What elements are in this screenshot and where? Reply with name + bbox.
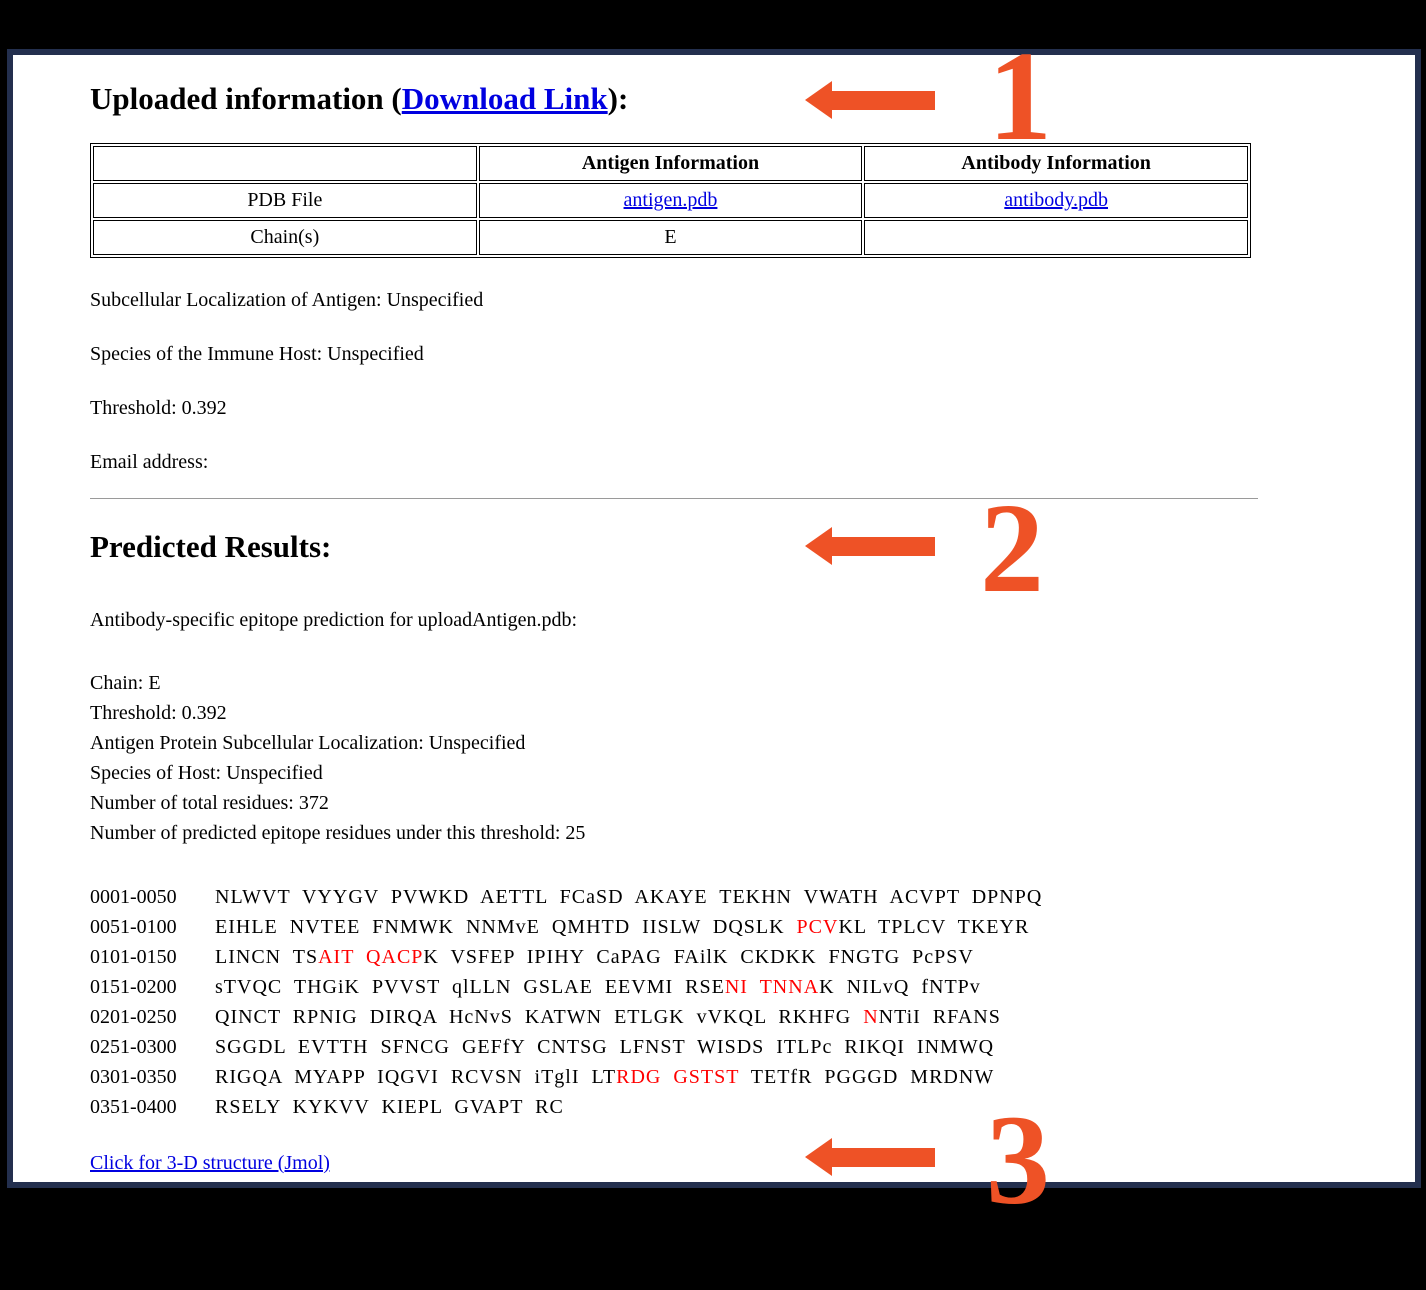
upload-info-table (90, 143, 1251, 258)
antibody-pdb-cell (864, 183, 1248, 218)
antigen-pdb-link[interactable]: antigen.pdb (623, 189, 718, 211)
residues: SGGDL EVTTH SFNCG GEFfY CNTSG LFNST WISDS ITLPc RIKQI INMWQ (215, 1036, 995, 1058)
arrow-shaft (829, 91, 935, 110)
detail-threshold: Threshold: 0.392 (90, 702, 227, 724)
subcellular-localization-line: Subcellular Localization of Antigen: Unspecified (90, 289, 484, 311)
sequence-line (90, 1062, 1258, 1092)
page-content (13, 55, 1258, 1175)
species-immune-host-line: Species of the Immune Host: Unspecified (90, 343, 424, 365)
residue-sequence (215, 1006, 1001, 1028)
residues: K VSFEP IPIHY CaPAG FAilK CKDKK FNGTG PcPSV (423, 946, 974, 968)
sequence-block (90, 882, 1258, 1122)
table-row-chains (93, 220, 1248, 255)
sequence-line (90, 942, 1258, 972)
antibody-pdb-link[interactable]: antibody.pdb (1004, 189, 1108, 211)
residue-range: 0051-0100 (90, 916, 177, 938)
residue-range: 0101-0150 (90, 946, 177, 968)
arrow-shaft (829, 537, 935, 556)
uploaded-information-heading (90, 81, 1258, 117)
threshold-line: Threshold: 0.392 (90, 397, 227, 419)
arrow-head (805, 527, 832, 565)
residue-sequence (215, 976, 981, 998)
residue-range: 0001-0050 (90, 886, 177, 908)
residue-range: 0301-0350 (90, 1066, 177, 1088)
pdb-file-label: PDB File (93, 183, 477, 218)
jmol-link-line (90, 1152, 1258, 1175)
sequence-line (90, 912, 1258, 942)
detail-chain: Chain: E (90, 672, 161, 694)
sequence-line (90, 972, 1258, 1002)
arrow-head (805, 1138, 832, 1176)
sequence-line (90, 1002, 1258, 1032)
detail-subcellular-localization: Antigen Protein Subcellular Localization: Unspecified (90, 732, 526, 754)
residue-sequence (215, 886, 1042, 908)
residues: TETfR PGGGD MRDNW (739, 1066, 995, 1088)
residue-sequence (215, 946, 974, 968)
prediction-intro-line: Antibody-specific epitope prediction for uploadAntigen.pdb: (90, 609, 578, 631)
residues: RIGQA MYAPP IQGVI RCVSN iTglI LT (215, 1066, 617, 1088)
annotation-number-3: 3 (986, 1089, 1050, 1231)
detail-epitope-residues: Number of predicted epitope residues under this threshold: 25 (90, 822, 586, 844)
residues: EIHLE NVTEE FNMWK NNMvE QMHTD IISLW DQSLK (215, 916, 797, 938)
residue-range: 0251-0300 (90, 1036, 177, 1058)
residues: K NILvQ fNTPv (819, 976, 981, 998)
table-row-pdb-file (93, 183, 1248, 218)
residues: KL TPLCV TKEYR (838, 916, 1030, 938)
epitope-residues: AIT QACP (318, 946, 424, 968)
arrow-left-icon-2 (805, 527, 935, 565)
residue-sequence (215, 916, 1029, 938)
section-divider (90, 498, 1258, 499)
antigen-pdb-cell (479, 183, 863, 218)
residues: NTiI RFANS (878, 1006, 1001, 1028)
residue-range: 0351-0400 (90, 1096, 177, 1118)
uploaded-heading-prefix: Uploaded information ( (90, 81, 402, 116)
arrow-head (805, 81, 832, 119)
uploaded-heading-suffix: ): (607, 81, 629, 116)
residue-sequence (215, 1096, 564, 1118)
email-address-line: Email address: (90, 451, 209, 473)
epitope-residues: NI TNNA (724, 976, 820, 998)
header-antigen-information: Antigen Information (479, 146, 863, 181)
chains-label: Chain(s) (93, 220, 477, 255)
annotation-number-2: 2 (980, 477, 1044, 619)
antigen-chain-value: E (479, 220, 863, 255)
annotation-number-1: 1 (988, 25, 1052, 167)
arrow-left-icon-1 (805, 81, 935, 119)
sequence-line (90, 1032, 1258, 1062)
arrow-left-icon-3 (805, 1138, 935, 1176)
prediction-details (90, 668, 1258, 848)
residues: sTVQC THGiK PVVST qlLLN GSLAE EEVMI RSE (215, 976, 725, 998)
epitope-residues: PCV (796, 916, 839, 938)
residue-range: 0201-0250 (90, 1006, 177, 1028)
residue-sequence (215, 1036, 994, 1058)
epitope-residues: RDG GSTST (616, 1066, 740, 1088)
page-frame (7, 49, 1421, 1188)
residues: NLWVT VYYGV PVWKD AETTL FCaSD AKAYE TEKHN VWATH ACVPT DPNPQ (215, 886, 1043, 908)
detail-species-of-host: Species of Host: Unspecified (90, 762, 323, 784)
residues: LINCN TS (215, 946, 319, 968)
antibody-chain-value (864, 220, 1248, 255)
residue-sequence (215, 1066, 994, 1088)
header-empty-cell (93, 146, 477, 181)
sequence-line (90, 1092, 1258, 1122)
epitope-residues: N (863, 1006, 879, 1028)
residues: QINCT RPNIG DIRQA HcNvS KATWN ETLGK vVKQL RKHFG (215, 1006, 864, 1028)
predicted-results-heading: Predicted Results: (90, 529, 332, 564)
sequence-line (90, 882, 1258, 912)
download-link[interactable]: Download Link (401, 81, 608, 116)
residues: RSELY KYKVV KIEPL GVAPT RC (215, 1096, 564, 1118)
header-antibody-information: Antibody Information (864, 146, 1248, 181)
jmol-structure-link[interactable]: Click for 3-D structure (Jmol) (90, 1152, 330, 1174)
table-header-row (93, 146, 1248, 181)
detail-total-residues: Number of total residues: 372 (90, 792, 329, 814)
arrow-shaft (829, 1148, 935, 1167)
residue-range: 0151-0200 (90, 976, 177, 998)
